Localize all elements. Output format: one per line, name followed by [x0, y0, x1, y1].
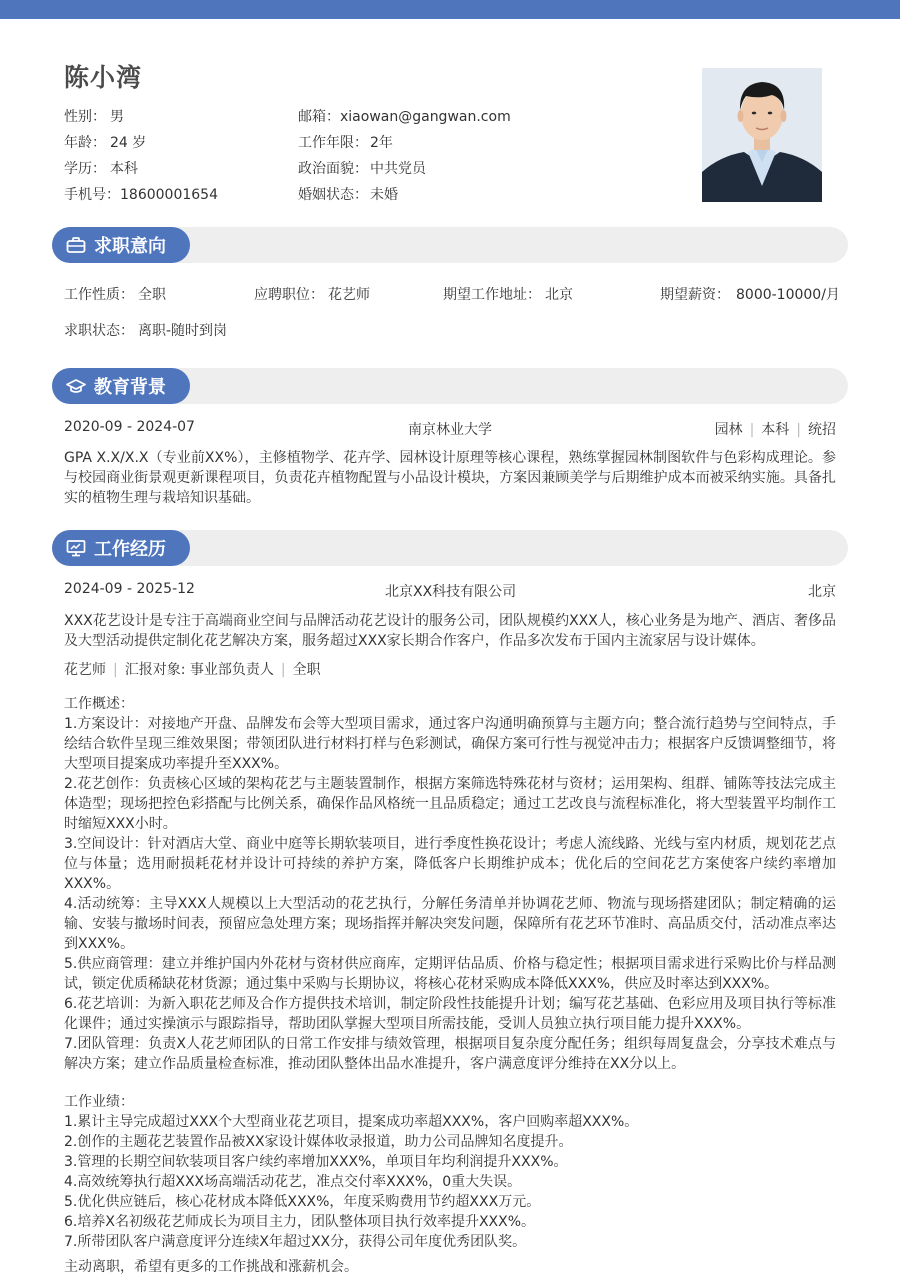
work-job-type: 全职: [292, 662, 321, 678]
section-intent-header: [52, 227, 848, 263]
section-education-header: [52, 368, 848, 404]
work-leave-reason: 主动离职，希望有更多的工作挑战和涨薪机会。: [64, 1259, 358, 1275]
work-company: 北京XX科技有限公司: [385, 584, 517, 600]
info-gender: [64, 106, 124, 126]
info-label: 性别：: [64, 109, 106, 125]
info-email: [298, 106, 511, 126]
work-overview-item: 7.团队管理：负责X人花艺师团队的日常工作安排与绩效管理，根据项目复杂度分配任务；组织每周复盘会，分享技术难点与解决方案；建立作品质量检查标准，推动团队整体出品水准提升，客户满意度评分维持在XX分以上。: [64, 1036, 836, 1072]
work-achievement-item: 5.优化供应链后，核心花材成本降低XXX%，年度采购费用节约超XXX万元。: [64, 1194, 541, 1210]
intent-type: [64, 284, 166, 304]
work-achievement-item: 2.创作的主题花艺装置作品被XX家设计媒体收录报道，助力公司品牌知名度提升。: [64, 1134, 573, 1150]
work-role: 花艺师: [64, 662, 106, 678]
candidate-name: 陈小湾: [64, 63, 143, 92]
intent-position: [254, 284, 370, 304]
field-value: 8000-10000/月: [736, 287, 840, 303]
section-education-pill: [52, 368, 190, 404]
info-value: 18600001654: [120, 187, 218, 203]
section-intent-pill: [52, 227, 190, 263]
section-title: 求职意向: [94, 236, 166, 257]
education-enrollment: 统招: [808, 422, 836, 438]
section-title: 教育背景: [94, 377, 166, 398]
work-achievement-item: 4.高效统筹执行超XXX场高端活动花艺，准点交付率XXX%，0重大失误。: [64, 1174, 522, 1190]
info-political-status: [298, 158, 426, 178]
info-age: [64, 132, 146, 152]
work-role-tags: 花艺师 | 汇报对象: 事业部负责人 | 全职: [64, 662, 321, 678]
field-value: 离职-随时到岗: [138, 323, 228, 339]
work-overview-item: 2.花艺创作：负责核心区域的架构花艺与主题装置制作，根据方案筛选特殊花材与资材；运用架构、组群、铺陈等技法完成主体造型；现场把控色彩搭配与比例关系，确保作品风格统一且品质稳定；通过工艺改良与流程标准化，将大型装置平均制作工时缩短XXX小时。: [64, 776, 836, 832]
intent-location: [443, 284, 573, 304]
info-education: [64, 158, 138, 178]
education-major: 园林: [714, 422, 743, 438]
field-label: 求职状态：: [64, 323, 134, 339]
work-overview-item: 5.供应商管理：建立并维护国内外花材与资材供应商库，定期评估品质、价格与稳定性；根据项目需求进行采购比价与样品测试，锁定优质稀缺花材货源；通过集中采购与长期协议，将核心花材采购成本降低XXX%，供应及时率达到XXX%。: [64, 956, 836, 992]
work-city: 北京: [808, 584, 836, 600]
info-label: 邮箱：: [298, 109, 340, 125]
section-title: 工作经历: [94, 539, 166, 560]
section-work-header: [52, 530, 848, 566]
presentation-icon: [66, 538, 86, 558]
info-label: 手机号：: [64, 187, 120, 203]
person-photo-icon: [702, 68, 822, 202]
field-label: 期望薪资：: [660, 287, 730, 303]
work-overview-title: 工作概述：: [64, 696, 134, 712]
field-label: 应聘职位：: [254, 287, 324, 303]
info-label: 学历：: [64, 161, 106, 177]
intent-salary: [660, 284, 840, 304]
work-achievements-block: [64, 1092, 836, 1252]
work-period: 2024-09 - 2025-12: [64, 581, 195, 597]
work-overview-item: 3.空间设计：针对酒店大堂、商业中庭等长期软装项目，进行季度性换花设计；考虑人流线路、光线与室内材质，规划花艺点位与体量；选用耐损耗花材并设计可持续的养护方案，降低客户长期维护成本；优化后的空间花艺方案使客户续约率增加XXX%。: [64, 836, 836, 892]
field-value: 花艺师: [328, 287, 370, 303]
info-value: 本科: [110, 161, 138, 177]
education-tags: 园林 | 本科 | 统招: [714, 422, 836, 438]
intent-status: [64, 320, 227, 340]
info-label: 婚姻状态：: [298, 187, 368, 203]
education-period: 2020-09 - 2024-07: [64, 419, 195, 435]
graduation-cap-icon: [66, 376, 86, 396]
profile-photo: [702, 68, 822, 202]
education-school: 南京林业大学: [408, 422, 492, 438]
info-value: 24 岁: [110, 135, 147, 151]
info-value: 2年: [370, 135, 393, 151]
info-marital-status: [298, 184, 398, 204]
info-phone: [64, 184, 218, 204]
field-value: 全职: [138, 287, 166, 303]
info-value: 男: [110, 109, 124, 125]
briefcase-icon: [66, 235, 86, 255]
info-value: xiaowan@gangwan.com: [340, 109, 511, 125]
top-accent-bar: [0, 0, 900, 19]
field-value: 北京: [545, 287, 573, 303]
work-achievement-item: 1.累计主导完成超过XXX个大型商业花艺项目，提案成功率超XXX%，客户回购率超XXX%。: [64, 1114, 639, 1130]
info-label: 工作年限：: [298, 135, 368, 151]
work-overview-block: [64, 694, 836, 1074]
info-label: 政治面貌：: [298, 161, 368, 177]
work-company-intro: XXX花艺设计是专注于高端商业空间与品牌活动花艺设计的服务公司，团队规模约XXX人，核心业务是为地产、酒店、奢侈品及大型活动提供定制化花艺解决方案，服务超过XXX家长期合作客户，作品多次发布于国内主流家居与设计媒体。: [64, 613, 836, 649]
work-achievement-item: 3.管理的长期空间软装项目客户续约率增加XXX%，单项目年均利润提升XXX%。: [64, 1154, 568, 1170]
section-work-pill: [52, 530, 190, 566]
info-value: 未婚: [370, 187, 398, 203]
work-report-to: 汇报对象: 事业部负责人: [124, 662, 274, 678]
info-value: 中共党员: [370, 161, 426, 177]
field-label: 期望工作地址：: [443, 287, 541, 303]
work-achievement-item: 7.所带团队客户满意度评分连续X年超过XX分，获得公司年度优秀团队奖。: [64, 1234, 527, 1250]
field-label: 工作性质：: [64, 287, 134, 303]
work-overview-item: 1.方案设计：对接地产开盘、品牌发布会等大型项目需求，通过客户沟通明确预算与主题方向；整合流行趋势与空间特点，手绘结合软件呈现三维效果图；带领团队进行材料打样与色彩测试，确保方案可行性与视觉冲击力；根据客户反馈调整细节，将大型项目提案成功率提升至XXX%。: [64, 716, 836, 772]
info-label: 年龄：: [64, 135, 106, 151]
info-work-years: [298, 132, 393, 152]
work-achievements-title: 工作业绩：: [64, 1094, 134, 1110]
work-overview-item: 4.活动统筹：主导XXX人规模以上大型活动的花艺执行，分解任务清单并协调花艺师、物流与现场搭建团队；制定精确的运输、安装与撤场时间表，预留应急处理方案；现场指挥并解决突发问题，保障所有花艺环节准时、高品质交付，活动准点率达到XXX%。: [64, 896, 836, 952]
education-degree: 本科: [761, 422, 790, 438]
education-description: GPA X.X/X.X（专业前XX%），主修植物学、花卉学、园林设计原理等核心课程，熟练掌握园林制图软件与色彩构成理论。参与校园商业街景观更新课程项目，负责花卉植物配置与小品设计模块，方案因兼顾美学与后期维护成本而被采纳实施。具备扎实的植物生理与栽培知识基础。: [64, 450, 836, 506]
work-achievement-item: 6.培养X名初级花艺师成长为项目主力，团队整体项目执行效率提升XXX%。: [64, 1214, 536, 1230]
work-overview-item: 6.花艺培训：为新入职花艺师及合作方提供技术培训，制定阶段性技能提升计划；编写花艺基础、色彩应用及项目执行等标准化课件；通过实操演示与跟踪指导，帮助团队掌握大型项目所需技能，受训人员独立执行项目能力提升XXX%。: [64, 996, 836, 1032]
